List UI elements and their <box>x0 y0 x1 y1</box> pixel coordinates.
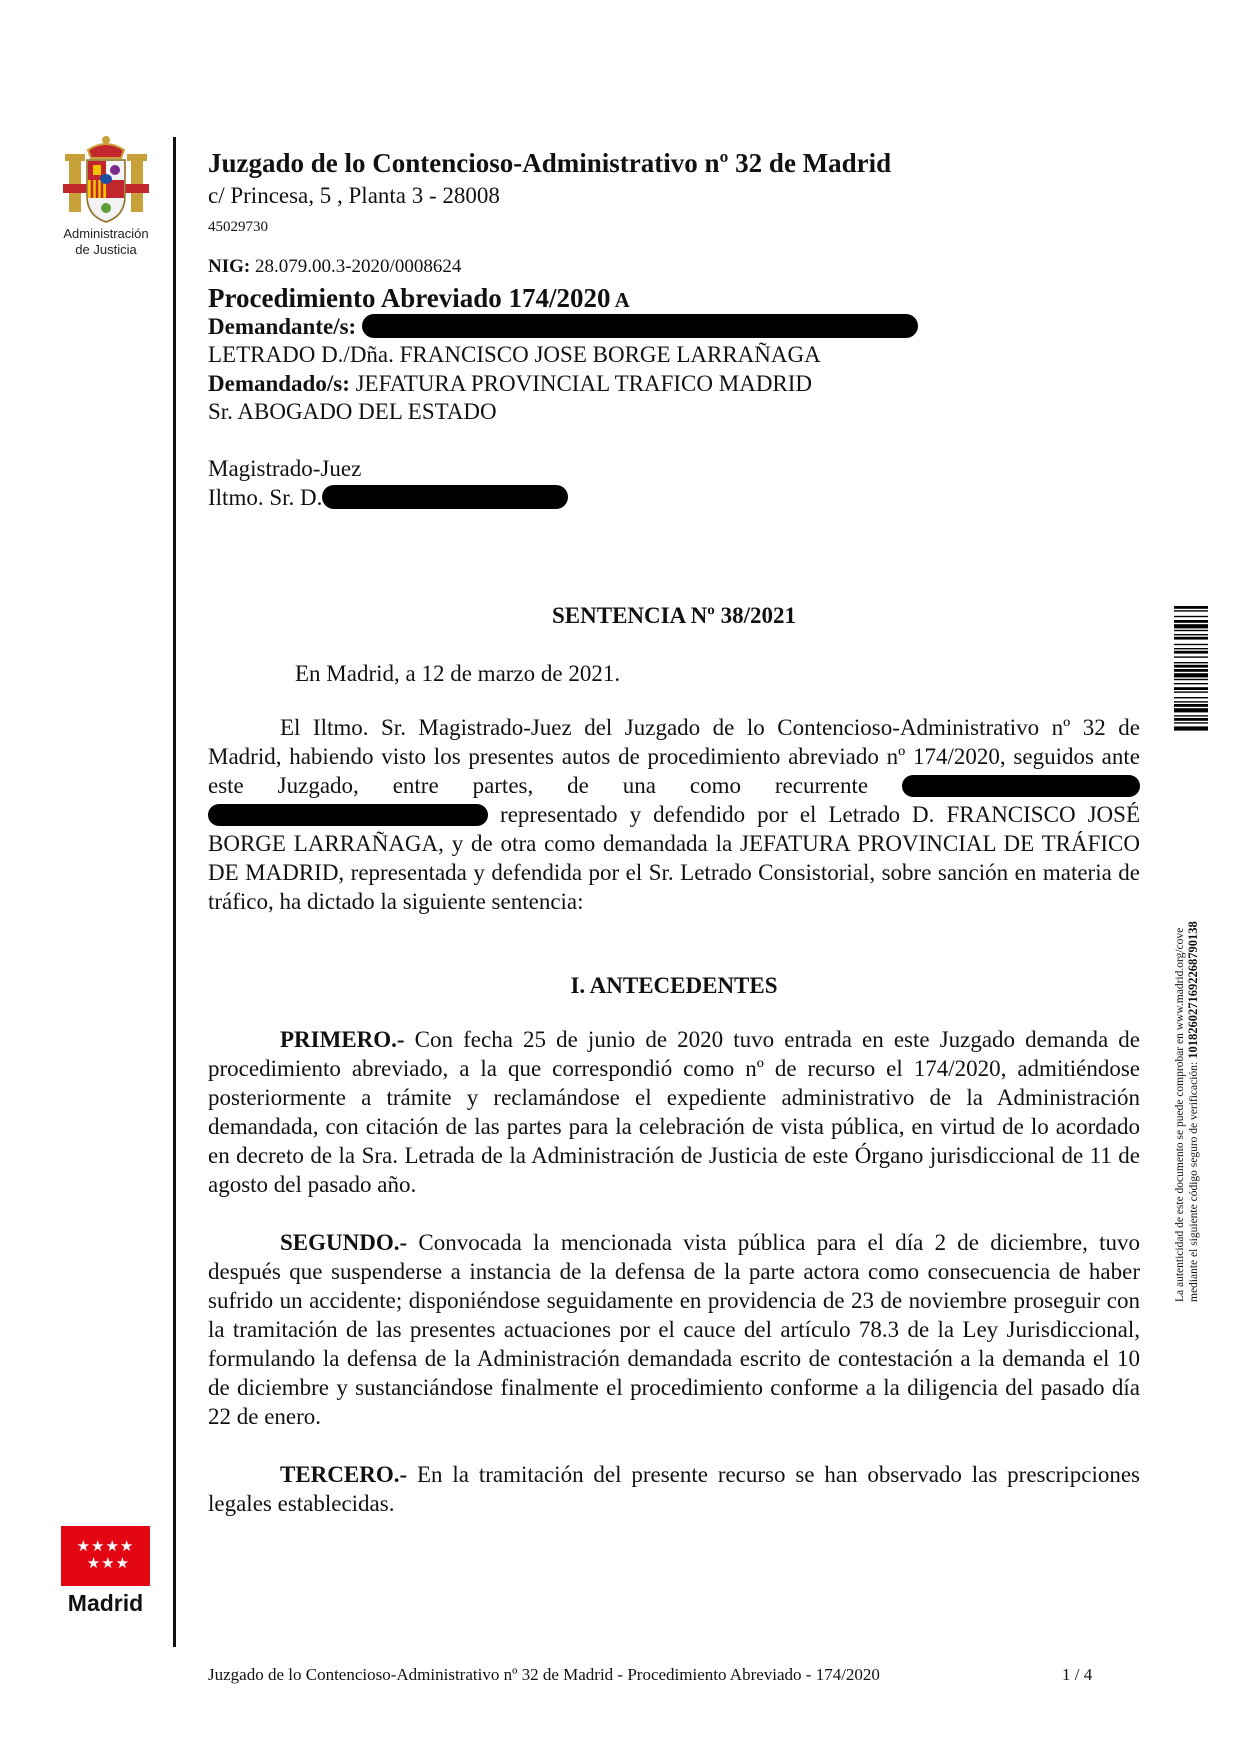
verification-barcode <box>1174 606 1208 796</box>
redacted-plaintiff-name <box>362 314 918 338</box>
verification-note-line2: mediante el siguiente código seguro de verificación: 1018260271692268790138 <box>1186 921 1200 1302</box>
redacted-judge-name <box>322 485 568 509</box>
plaintiff-line <box>208 314 918 340</box>
antecedentes-title: I. ANTECEDENTES <box>570 973 778 998</box>
plaintiff-lawyer: LETRADO D./Dña. FRANCISCO JOSE BORGE LARRAÑAGA <box>208 342 821 367</box>
primero-label: PRIMERO.- <box>280 1027 405 1052</box>
left-margin-rule <box>173 137 176 1647</box>
defendant-lawyer: Sr. ABOGADO DEL ESTADO <box>208 399 497 424</box>
sentence-intro-paragraph: El Iltmo. Sr. Magistrado-Juez del Juzgado de lo Contencioso-Administrativo nº 32 de Madrid, habiendo visto los presentes autos de procedimiento abreviado nº 174/2020, seguidos ante este Juzgado, entre partes, de una como recurrente representado y defendido por el Letrado D. FRANCISCO JOSÉ BORGE LARRAÑAGA, y de otra como demandada la JEFATURA PROVINCIAL DE TRÁFICO DE MADRID, representada y defendida por el Sr. Letrado Consistorial, sobre sanción en materia de tráfico, ha dictado la siguiente sentencia: <box>208 715 1140 914</box>
defendant-value: JEFATURA PROVINCIAL TRAFICO MADRID <box>349 371 813 396</box>
administracion-justicia-logo <box>56 134 156 274</box>
page-number: 1 / 4 <box>1062 1665 1093 1684</box>
comunidad-madrid-logo <box>61 1526 150 1617</box>
madrid-logo-text: Madrid <box>67 1590 144 1616</box>
tercero-label: TERCERO.- <box>280 1462 408 1487</box>
judge-line <box>208 485 568 511</box>
procedure-title: Procedimiento Abreviado 174/2020 A <box>208 283 630 313</box>
madrid-stars: ★★★★ ★★★ <box>61 1526 150 1586</box>
verification-note-line1: La autenticidad de este documento se puede comprobar en www.madrid.org/cove <box>1174 927 1186 1302</box>
judge-prefix: Iltmo. Sr. D. <box>208 485 323 510</box>
segundo-paragraph: SEGUNDO.- Convocada la mencionada vista pública para el día 2 de diciembre, tuvo después que suspenderse a instancia de la defensa de la parte actora como consecuencia de haber sufrido un accidente; disponiéndose seguidamente en providencia de 23 de noviembre proseguir con la tramitación de las presentes actuaciones por el cauce del artículo 78.3 de la Ley Jurisdiccional, formulando la defensa de la Administración demandada escrito de contestación a la demanda el 10 de diciembre y sustanciándose finalmente el procedimiento conforme a la diligencia del pasado día 22 de enero. <box>208 1230 1140 1429</box>
crest-label-line1: Administración <box>63 226 149 241</box>
defendant-label: Demandado/s: <box>208 371 350 396</box>
judge-role: Magistrado-Juez <box>208 456 362 481</box>
redacted-appellant-name-part1 <box>902 775 1140 797</box>
segundo-label: SEGUNDO.- <box>280 1230 408 1255</box>
page-footer: Juzgado de lo Contencioso-Administrativo nº 32 de Madrid - Procedimiento Abreviado - 174/2020 <box>208 1665 880 1684</box>
nig-label: NIG: <box>208 256 251 277</box>
court-code: 45029730 <box>208 219 268 235</box>
plaintiff-label: Demandante/s: <box>208 314 357 339</box>
defendant-line <box>208 371 812 397</box>
spanish-coat-of-arms-icon <box>59 134 153 226</box>
verification-code: 1018260271692268790138 <box>1186 921 1200 1062</box>
court-name: Juzgado de lo Contencioso-Administrativo nº 32 de Madrid <box>208 148 892 178</box>
nig-line <box>208 256 461 278</box>
primero-paragraph: PRIMERO.- Con fecha 25 de junio de 2020 tuvo entrada en este Juzgado demanda de procedimiento abreviado, a la que correspondió como nº de recurso el 174/2020, admitiéndose posteriormente a trámite y reclamándose el expediente administrativo de la Administración demandada, con citación de las partes para la celebración de vista pública, en virtud de lo acordado en decreto de la Sra. Letrada de la Administración de Justicia de este Órgano jurisdiccional de 11 de agosto del pasado año. <box>208 1027 1140 1197</box>
crest-label-line2: de Justicia <box>75 242 137 257</box>
sentence-date: En Madrid, a 12 de marzo de 2021. <box>295 661 621 686</box>
sentence-title: SENTENCIA Nº 38/2021 <box>551 603 797 628</box>
nig-value: 28.079.00.3-2020/0008624 <box>250 256 462 277</box>
court-address: c/ Princesa, 5 , Planta 3 - 28008 <box>208 183 500 208</box>
redacted-appellant-name-part2 <box>208 804 488 826</box>
tercero-paragraph: TERCERO.- En la tramitación del presente recurso se han observado las prescripciones legales establecidas. <box>208 1462 1140 1516</box>
verification-note <box>1174 921 1201 1302</box>
